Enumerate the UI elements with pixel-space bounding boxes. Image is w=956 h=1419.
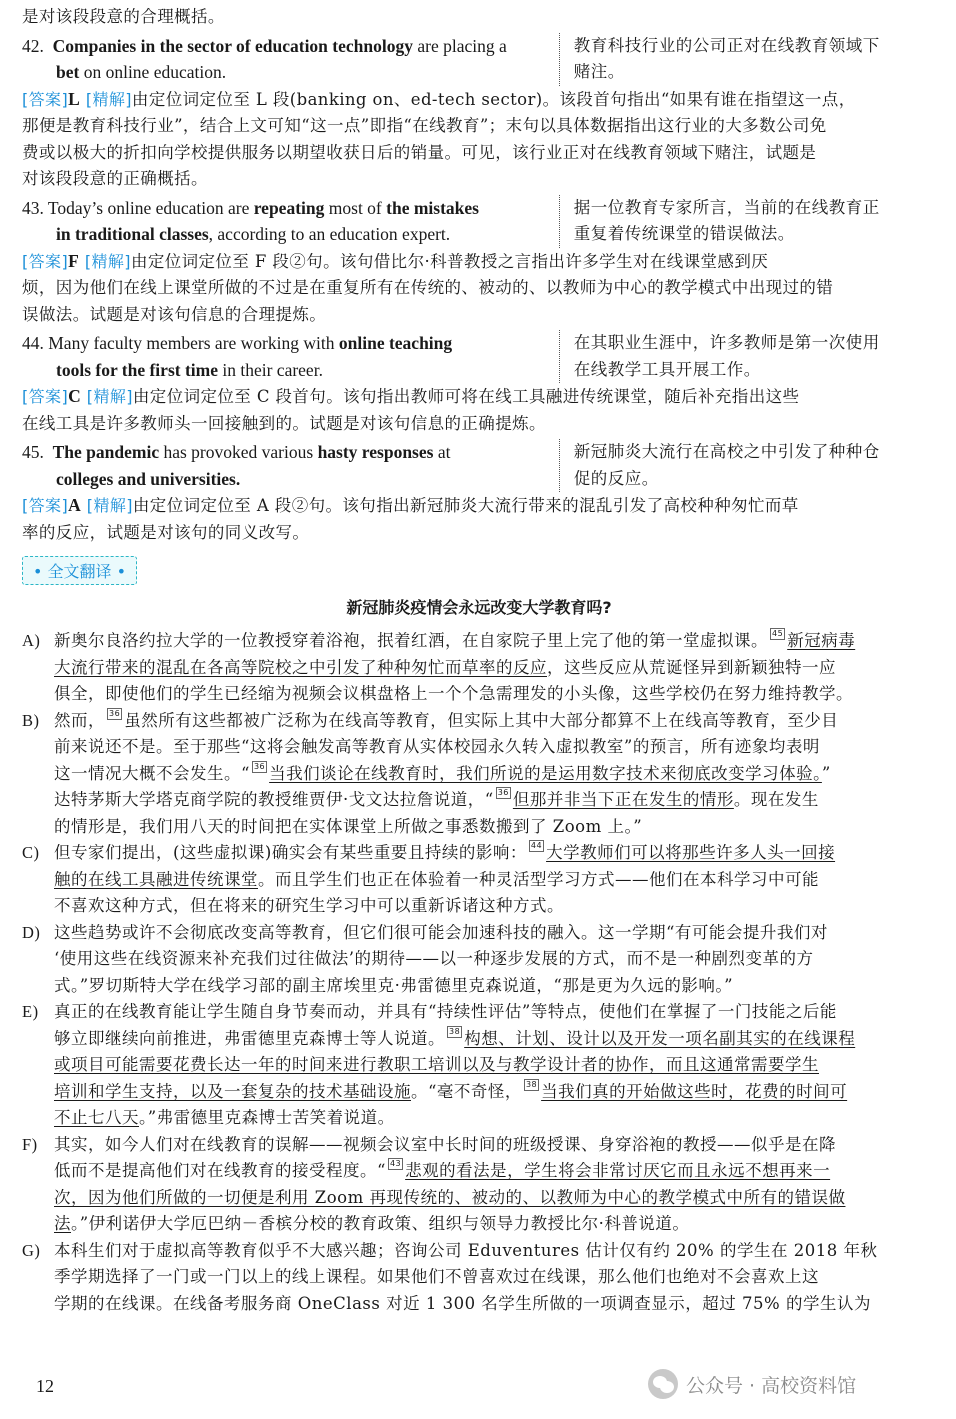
question-42-chinese: 教育科技行业的公司正对在线教育领域下 赌注。 — [559, 33, 936, 86]
paragraph-f: F) 其实，如今人们对在线教育的误解——视频会议室中长时间的班级授课、身穿浴袍的教授——似乎是在降 低而不是提高他们对在线教育的接受程度。“ 43 悲观的看法是，学生将会非常讨厌它而且永远不想再来一 次，因为他们所做的一切便是利用 Zoom 再现传统的、被动的、以教师为中心的教学模式中所有的错误做 法。”伊利诺伊大学厄巴纳－香槟分校的教育政策、组织与领导力教授比尔·科普说道。 — [22, 1134, 846, 1233]
answer-42: [答案]L [精解]由定位词定位至 L 段(banking on、ed-tech sector)。该段首句指出“如果有谁在指望这一点， 那便是教育科技行业”，结合上文可知“这一点”即指“在线教育”；末句以具体数据指出这行业的大多数公司免 费或以极大的折扣向学校提供服务以期望收获日后的销量。可见，该行业正对在线教育领域下赌注，试题是 对该段段意的正确概括。 — [22, 88, 856, 188]
paragraph-c: C) 但专家们提出，(这些虚拟课)确实会有某些重要且持续的影响： 44 大学教师们可以将那些许多人头一回接 触的在线工具融进传统课堂。而且学生们也正在体验着一种灵活型学习方式——他们在本科学习中可能 不喜欢这种方式，但在将来的研究生学习中可以重新诉诸这种方式。 — [22, 841, 836, 915]
section-banner: • 全文翻译 • — [22, 556, 137, 585]
answer-43: [答案]F [精解]由定位词定位至 F 段②句。该句借比尔·科普教授之言指出许多学生对在线课堂感到厌 烦，因为他们在线上课堂所做的不过是在重复所有在传统的、被动的、以教师为中心的教学模式中出现过的错 误做法。试题是对该句信息的合理提炼。 — [22, 250, 834, 324]
question-44-english: 44. Many faculty members are working with online teaching tools for the first time in their career. — [22, 333, 453, 380]
page-content — [22, 0, 936, 1317]
question-marker: 36 — [253, 761, 266, 771]
paragraph-d: D) 这些趋势或许不会彻底改变高等教育，但它们很可能会加速科技的融入。这一学期“有可能会提升我们对 ‘使用这些在线资源来补充我们过往做法’的期待——以一种逐步发展的方式，而不是一种剧烈变革的方 式。”罗切斯特大学在线学习部的副主席埃里克·弗雷德里克森说道，“那是更为久远的影响。” — [22, 922, 828, 995]
answer-44: [答案]C [精解]由定位词定位至 C 段首句。该句指出教师可将在线工具融进传统课堂，随后补充指出这些 在线工具是许多教师头一回接触到的。试题是对该句信息的正确提炼。 — [22, 386, 800, 433]
question-44-chinese: 在其职业生涯中，许多教师是第一次使用 在线教学工具开展工作。 — [559, 330, 936, 383]
question-42-english: 42. Companies in the sector of education technology are placing a bet on online education. — [22, 35, 507, 82]
paragraph-b: B) 然而， 36 虽然所有这些都被广泛称为在线高等教育，但实际上其中大部分都算不上在线高等教育，至少目 前来说还不是。至于那些“这将会触发高等教育从实体校园永久转入虚拟教室”的预言，所有迹象均表明 这一情况大概不会发生。“ 36 当我们谈论在线教育时，我们所说的是运用数字技术来彻底改变学习体验。” 达特茅斯大学塔克商学院的教授维贾伊·戈文达拉詹说道，“ 36 但那并非当下正在发生的情形。现在发生 的情形是，我们用八天的时间把在实体课堂上所做之事悉数搬到了 Zoom 上。” — [22, 708, 839, 836]
question-marker: 38 — [449, 1026, 461, 1036]
question-42 — [22, 33, 936, 86]
question-43-english: 43. Today’s online education are repeating most of the mistakes in traditional classes, according to an education expert. — [22, 197, 479, 244]
question-43-chinese: 据一位教育专家所言，当前的在线教育正 重复着传统课堂的错误做法。 — [559, 195, 936, 248]
page-number: 12 — [36, 1376, 54, 1396]
watermark — [648, 1369, 856, 1399]
question-marker: 44 — [530, 841, 543, 850]
question-45-chinese: 新冠肺炎大流行在高校之中引发了种种仓 促的反应。 — [559, 439, 936, 492]
question-marker: 36 — [497, 788, 509, 797]
answer-45: [答案]A [精解]由定位词定位至 A 段②句。该句指出新冠肺炎大流行带来的混乱引发了高校种种匆忙而草 率的反应，试题是对该句的同义改写。 — [22, 495, 799, 542]
article-title: 新冠肺炎疫情会永远改变大学教育吗? — [346, 598, 612, 617]
question-44 — [22, 330, 936, 383]
question-marker: 38 — [525, 1079, 538, 1089]
question-marker: 43 — [389, 1159, 402, 1168]
question-marker: 45 — [772, 629, 784, 638]
question-marker: 36 — [109, 708, 121, 718]
question-43 — [22, 195, 936, 248]
wechat-icon — [648, 1369, 678, 1399]
continuation-line: 是对该段段意的合理概括。 — [22, 7, 225, 26]
question-45 — [22, 439, 936, 492]
paragraph-a: A) 新奥尔良洛约拉大学的一位教授穿着浴袍，抿着红酒，在自家院子里上完了他的第一堂虚拟课。 45 新冠病毒 大流行带来的混乱在各高等院校之中引发了种种匆忙而草率的反应，这些反应从荒诞怪异到新颖独特一应 俱全，即使他们的学生已经缩为视频会议棋盘格上一个个急需理发的小头像，这些学校仍在努力维持教学。 — [22, 629, 856, 703]
question-45-english: 45. The pandemic has provoked various hasty responses at colleges and universities. — [22, 442, 451, 489]
paragraph-g: G) 本科生们对于虚拟高等教育似乎不大感兴趣；咨询公司 Eduventures 估计仅有约 20% 的学生在 2018 年秋 季学期选择了一门或一门以上的线上课程。如果他们不曾喜欢过在线课，那么他们也绝对不会喜欢上这 学期的在线课。在线备考服务商 OneClass 对近 1 300 名学生所做的一项调查显示，超过 75% 的学生认为 — [22, 1240, 878, 1313]
paragraph-e: E) 真正的在线教育能让学生随自身节奏而动，并具有“持续性评估”等特点，使他们在掌握了一门技能之后能 够立即继续向前推进，弗雷德里克森博士等人说道。 38 构想、计划、设计以及开发一项名副其实的在线课程 或项目可能需要花费长达一年的时间来进行教职工培训以及与教学设计者的协作，而且这通常需要学生 培训和学生支持，以及一套复杂的技术基础设施。“毫不奇怪， 38 当我们真的开始做这些时，花费的时间可 不止七八天。”弗雷德里克森博士苦笑着说道。 — [22, 1002, 856, 1127]
watermark-text: 公众号 · 高校资料馆 — [686, 1374, 857, 1397]
